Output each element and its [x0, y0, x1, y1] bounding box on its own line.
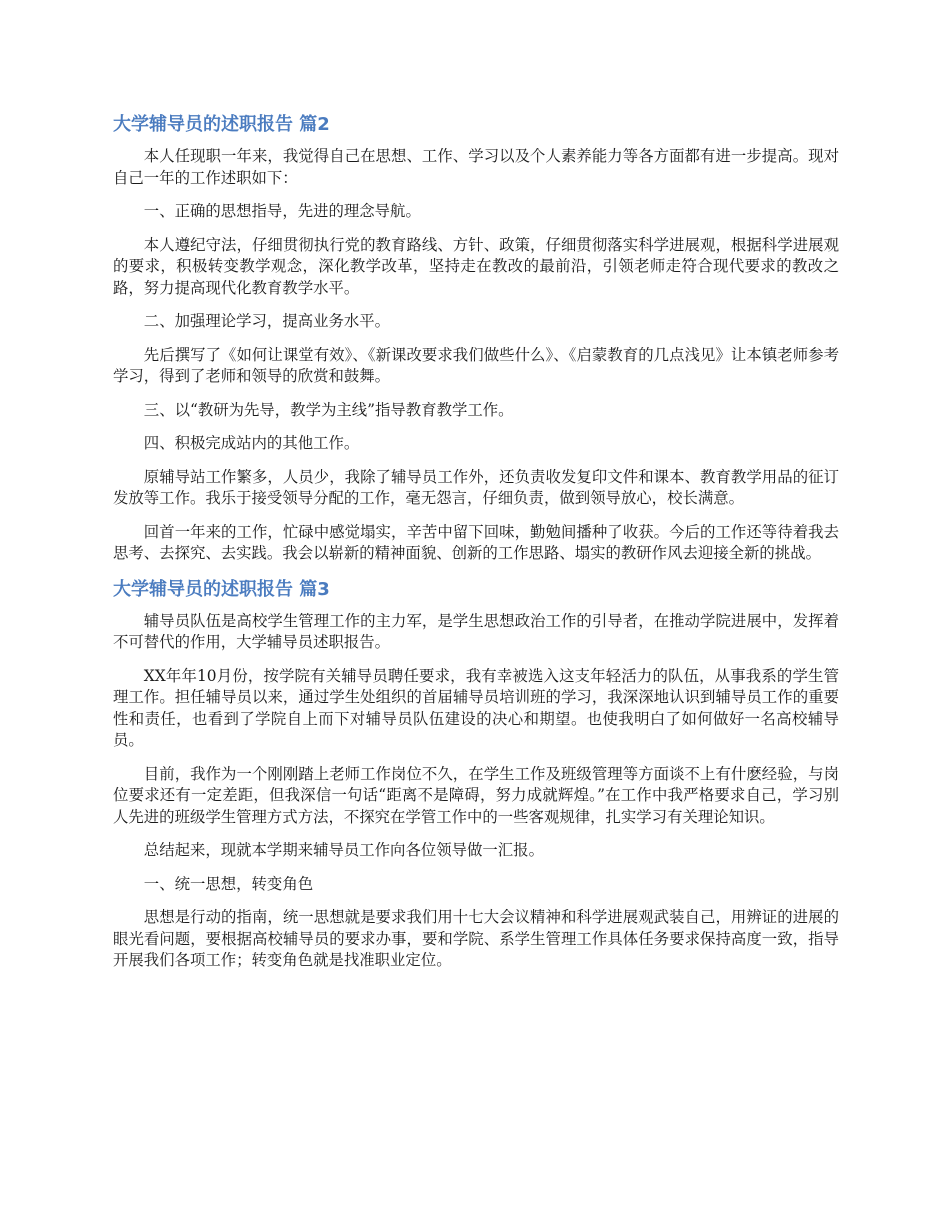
paragraph: 目前，我作为一个刚刚踏上老师工作岗位不久，在学生工作及班级管理等方面谈不上有什麽经验，与岗位要求还有一定差距，但我深信一句话“距离不是障碍，努力成就辉煌。”在工作中我严格要求自己，学习别人先进的班级学生管理方式方法，不探究在学管工作中的一些客观规律，扎实学习有关理论知识。 — [113, 764, 839, 826]
document-page — [113, 112, 839, 984]
paragraph: 本人遵纪守法，仔细贯彻执行党的教育路线、方针、政策，仔细贯彻落实科学进展观，根据科学进展观的要求，积极转变教学观念，深化教学改革，坚持走在教改的最前沿，引领老师走符合现代要求的教改之路，努力提高现代化教育教学水平。 — [113, 235, 839, 297]
paragraph: 四、积极完成站内的其他工作。 — [143, 434, 360, 452]
paragraph: 先后撰写了《如何让课堂有效》、《新课改要求我们做些什么》、《启蒙教育的几点浅见》让本镇老师参考学习，得到了老师和领导的欣赏和鼓舞。 — [113, 345, 839, 385]
paragraph: XX年年10月份，按学院有关辅导员聘任要求，我有幸被选入这支年轻活力的队伍，从事我系的学生管理工作。担任辅导员以来，通过学生处组织的首届辅导员培训班的学习，我深深地认识到辅导员工作的重要性和责任，也看到了学院自上而下对辅导员队伍建设的决心和期望。也使我明白了如何做好一名高校辅导员。 — [113, 666, 839, 749]
section-title: 大学辅导员的述职报告 篇3 — [113, 578, 330, 600]
paragraph: 辅导员队伍是高校学生管理工作的主力军，是学生思想政治工作的引导者，在推动学院进展中，发挥着不可替代的作用，大学辅导员述职报告。 — [113, 611, 839, 651]
paragraph: 一、正确的思想指导，先进的理念导航。 — [143, 202, 421, 220]
paragraph: 二、加强理论学习，提高业务水平。 — [143, 312, 391, 330]
paragraph: 原辅导站工作繁多，人员少，我除了辅导员工作外，还负责收发复印文件和课本、教育教学用品的征订发放等工作。我乐于接受领导分配的工作，毫无怨言，仔细负责，做到领导放心，校长满意。 — [113, 467, 839, 507]
paragraph: 思想是行动的指南，统一思想就是要求我们用十七大会议精神和科学进展观武装自己，用辨证的进展的眼光看问题，要根据高校辅导员的要求办事，要和学院、系学生管理工作具体任务要求保持高度一致，指导开展我们各项工作；转变角色就是找准职业定位。 — [113, 908, 839, 969]
section-title: 大学辅导员的述职报告 篇2 — [113, 114, 330, 135]
paragraph: 总结起来，现就本学期来辅导员工作向各位领导做一汇报。 — [143, 841, 544, 859]
paragraph: 本人任现职一年来，我觉得自己在思想、工作、学习以及个人素养能力等各方面都有进一步提高。现对自己一年的工作述职如下： — [113, 147, 839, 187]
paragraph: 三、以“教研为先导，教学为主线”指导教育教学工作。 — [143, 400, 514, 419]
paragraph: 回首一年来的工作，忙碌中感觉塌实，辛苦中留下回味，勤勉间播种了收获。今后的工作还等待着我去思考、去探究、去实践。我会以崭新的精神面貌、创新的工作思路、塌实的教研作风去迎接全新的挑战。 — [113, 522, 839, 562]
paragraph: 一、统一思想，转变角色 — [143, 874, 314, 893]
